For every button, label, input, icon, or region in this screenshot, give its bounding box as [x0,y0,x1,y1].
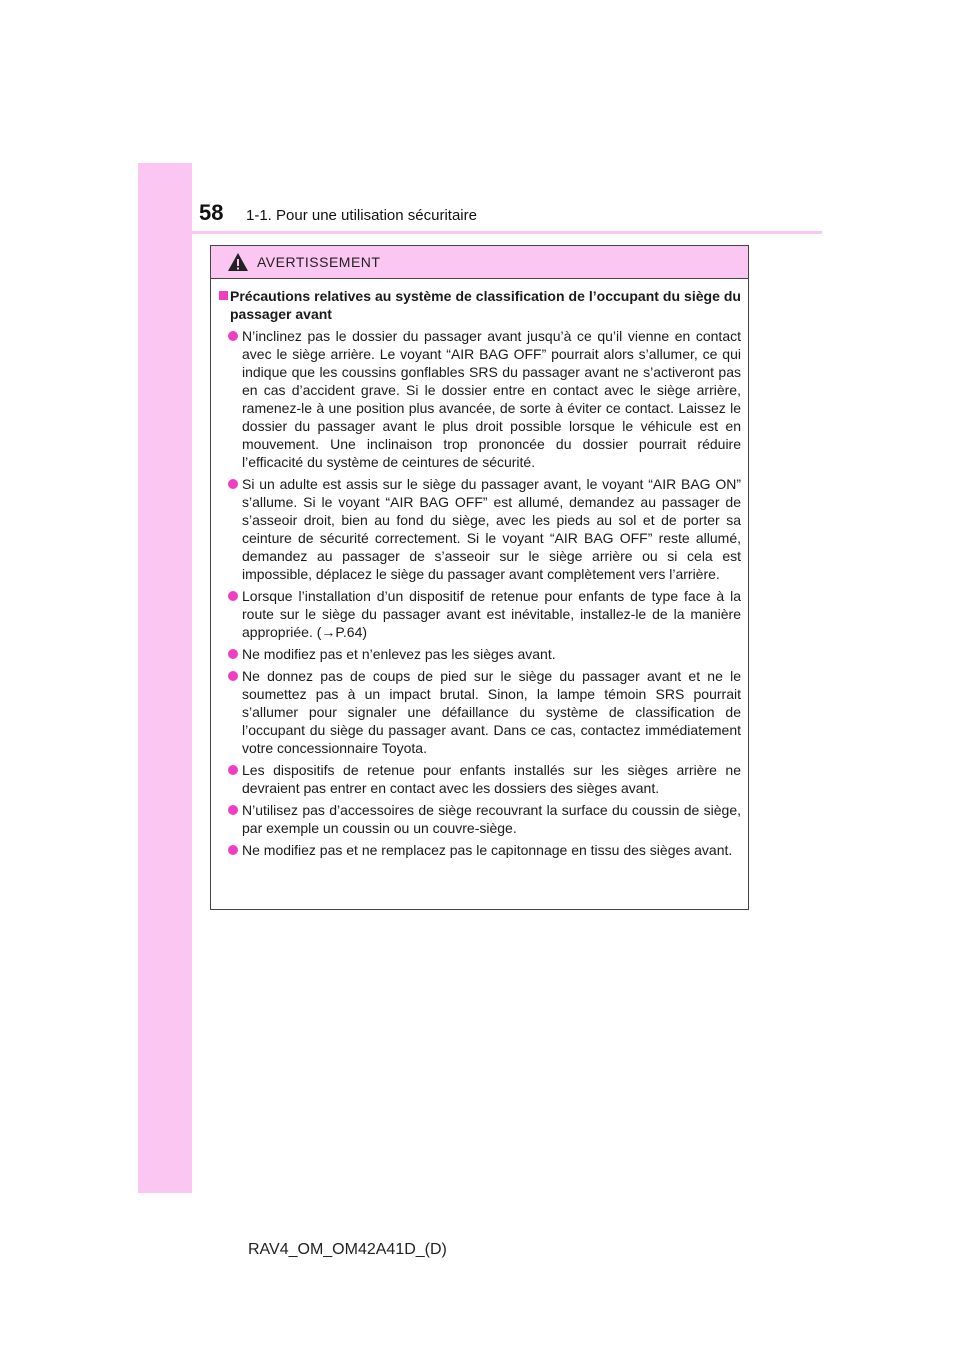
list-item [219,801,741,837]
list-item-text: Les dispositifs de retenue pour enfants installés sur les sièges arrière ne devraient pas entrer en contact avec les dossiers des sièges avant. [242,762,741,796]
warning-box [210,245,749,910]
bullet-dot-icon [228,671,238,681]
warning-body [211,279,748,859]
warning-header [211,246,748,279]
bullet-dot-icon [228,845,238,855]
warning-subheading-text: Précautions relatives au système de classification de l’occupant du siège du passager avant [230,288,741,322]
list-item [219,475,741,583]
list-item-text: Ne donnez pas de coups de pied sur le siège du passager avant et ne le soumettez pas à un impact brutal. Sinon, la lampe témoin SRS pourrait s’allumer pour signaler une défaillance du système de classification de l’occupant du siège du passager avant. Dans ce cas, contactez immédiatement votre concessionnaire Toyota. [242,668,741,756]
list-item [219,667,741,757]
list-item [219,841,741,859]
bullet-dot-icon [228,331,238,341]
list-item [219,645,741,663]
list-item-text: Si un adulte est assis sur le siège du passager avant, le voyant “AIR BAG ON” s’allume. Si le voyant “AIR BAG OFF” est allumé, demandez au passager de s’asseoir droit, bien au fond du siège, avec les pieds au sol et de porter sa ceinture de sécurité correctement. Si le voyant “AIR BAG OFF” reste allumé, demandez au passager de s’asseoir sur le siège arrière ou si cela est impossible, déplacez le siège du passager avant complètement vers l’arrière. [242,476,741,582]
square-bullet-icon [219,291,228,300]
list-item-text: N’utilisez pas d’accessoires de siège recouvrant la surface du coussin de siège, par exemple un coussin ou un couvre-siège. [242,802,741,836]
list-item [219,327,741,471]
warning-label: AVERTISSEMENT [257,254,381,270]
list-item-text: Lorsque l’installation d’un dispositif de retenue pour enfants de type face à la route sur le siège du passager avant est inévitable, installez-le de la manière appropriée. (→P.64) [242,588,741,640]
list-item-text: Ne modifiez pas et n’enlevez pas les sièges avant. [242,646,556,662]
list-item-text: N’inclinez pas le dossier du passager avant jusqu’à ce qu’il vienne en contact avec le siège arrière. Le voyant “AIR BAG OFF” pourrait alors s’allumer, ce qui indique que les coussins gonflables SRS du passager avant ne s’activeront pas en cas d’accident grave. Si le dossier entre en contact avec le siège arrière, ramenez-le à une position plus avancée, de sorte à éviter ce contact. Laissez le dossier du passager avant le plus droit possible lorsque le véhicule est en mouvement. Une inclinaison trop prononcée du dossier pourrait réduire l’efficacité du système de ceintures de sécurité. [242,328,741,470]
warning-subheading [219,287,741,323]
list-item-text: Ne modifiez pas et ne remplacez pas le capitonnage en tissu des sièges avant. [242,842,733,858]
list-item [219,761,741,797]
warning-triangle-icon [227,252,249,272]
warning-list [219,327,741,859]
document-code: RAV4_OM_OM42A41D_(D) [248,1241,447,1258]
bullet-dot-icon [228,591,238,601]
bullet-dot-icon [228,765,238,775]
section-title: 1-1. Pour une utilisation sécuritaire [246,207,477,224]
header-rule [192,231,822,234]
side-tab [138,163,192,1193]
list-item [219,587,741,641]
bullet-dot-icon [228,649,238,659]
bullet-dot-icon [228,479,238,489]
page-number: 58 [199,200,224,225]
bullet-dot-icon [228,805,238,815]
